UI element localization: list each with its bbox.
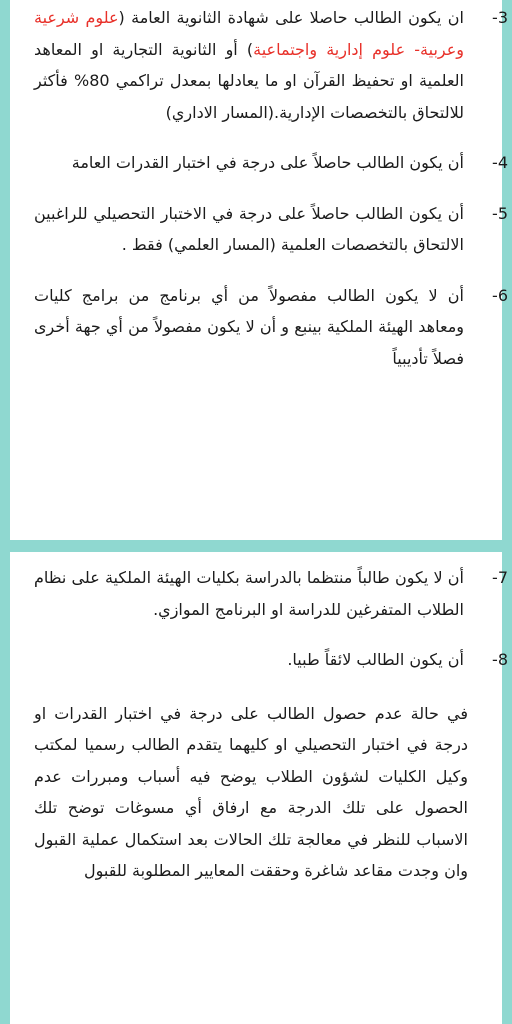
requirement-4-text: أن يكون الطالب حاصلاً على درجة في اختبار القدرات العامة xyxy=(71,153,464,172)
requirement-3-highlight: علوم شرعية وعربية- علوم إدارية واجتماعية xyxy=(34,8,465,59)
requirement-5-text: أن يكون الطالب حاصلاً على درجة في الاختبار التحصيلي للراغبين الالتحاق بالتخصصات العلمية (المسار العلمي) فقط . xyxy=(34,203,464,254)
requirement-4 xyxy=(34,147,508,179)
page-2-content xyxy=(10,552,508,887)
requirement-6-text: أن لا يكون الطالب مفصولاً من أي برنامج من برامج كليات ومعاهد الهيئة الملكية بينبع و أن لا يكون مفصولاً من أي جهة أخرى فصلاً تأديبياً xyxy=(34,285,464,368)
requirement-3-number: -3 xyxy=(492,8,508,27)
exception-note: في حالة عدم حصول الطالب على درجة في اختبار القدرات او درجة في اختبار التحصيلي او كليهما يتقدم الطالب رسميا لمكتب وكيل الكليات لشؤون الطلاب يوضح فيه أسباب ومبررات عدم الحصول على تلك الدرجة مع ارفاق أي مسوغات توضح تلك الاسباب للنظر في معالجة تلك الحالات بعد استكمال عملية القبول وان وجدت مقاعد شاغرة وحققت المعايير المطلوبة للقبول xyxy=(34,703,468,880)
requirement-5 xyxy=(34,198,508,261)
requirement-3-text-start: ان يكون الطالب حاصلا على شهادة الثانوية العامة ( xyxy=(118,8,464,27)
document-page-1 xyxy=(10,0,508,540)
requirement-6-number: -6 xyxy=(492,285,508,305)
requirement-3-text-end: ) أو الثانوية التجارية او المعاهد العلمية او تحفيظ القرآن او ما يعادلها بمعدل تراكمي 80% فأكثر للالتحاق بالتخصصات الإدارية.(المسار الاداري) xyxy=(34,39,464,122)
requirement-8-text: أن يكون الطالب لائقاً طبيا. xyxy=(287,650,464,669)
page-1-content xyxy=(10,0,508,374)
requirement-8-number: -8 xyxy=(492,650,508,669)
requirement-3 xyxy=(34,2,508,128)
requirement-5-number: -5 xyxy=(492,203,508,223)
requirement-7-text: أن لا يكون طالباً منتظما بالدراسة بكليات الهيئة الملكية على نظام الطلاب المتفرغين للدراسة او البرنامج الموازي. xyxy=(34,568,464,619)
requirement-8 xyxy=(34,644,508,676)
requirement-6 xyxy=(34,280,508,375)
requirement-7 xyxy=(34,562,508,625)
requirement-4-number: -4 xyxy=(492,153,508,172)
document-page-2 xyxy=(10,552,508,1024)
requirement-7-number: -7 xyxy=(492,568,508,587)
